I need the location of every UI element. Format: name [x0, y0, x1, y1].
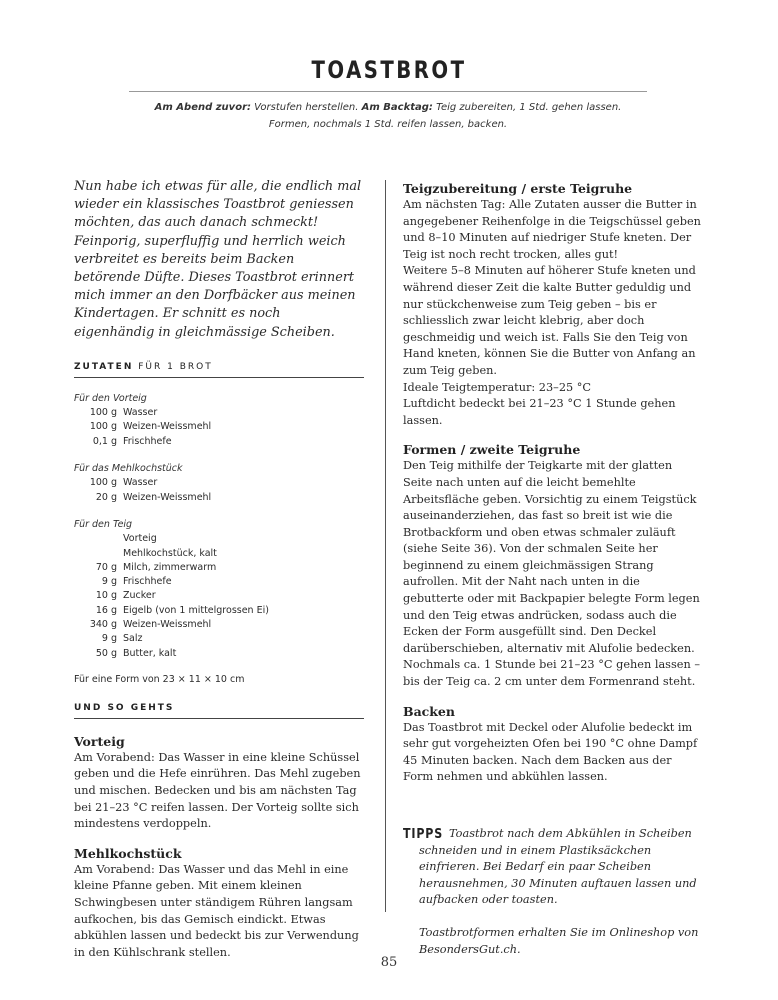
- ingredient-row: [74, 532, 364, 546]
- step-heading: Mehlkochstück: [74, 845, 182, 861]
- ingredient-row: [74, 632, 364, 646]
- step-body: Den Teig mithilfe der Teigkarte mit der glatten Seite nach unten auf die leicht bemehlte Arbeitsfläche geben. Vorsichtig zu einem Teigstück auseinanderziehen, das fast so breit ist wie die Brotbackform und oben etwas schmaler zuläuft (siehe Seite 36). Von der schmalen Seite her beginnend zu einem gleichmässigen Strang aufrollen. Mit der Naht nach unten in die gebutterte oder mit Backpapier belegte Form legen und den Teig etwas andrücken, sodass auch die Ecken der Form ausgefüllt sind. Den Deckel darüberschieben, alternativ mit Alufolie bedecken. Nochmals ca. 1 Stunde bei 21–23 °C gehen lassen – bis der Teig ca. 2 cm unter dem Formenrand steht.: [403, 459, 700, 689]
- ingredient-row: [74, 561, 364, 575]
- ingredient-name: Weizen-Weissmehl: [123, 491, 212, 503]
- step-body: Am Vorabend: Das Wasser in eine kleine Schüssel geben und die Hefe einrühren. Das Mehl zugeben und mischen. Bedecken und bis am nächsten Tag bei 21–23 °C reifen lassen. Der Vorteig sollte sich mindestens verdoppeln.: [74, 750, 361, 831]
- step-heading: Vorteig: [74, 733, 125, 749]
- tips-shop-note: Toastbrotformen erhalten Sie im Onlineshop von BesondersGut.ch.: [419, 925, 699, 956]
- steps-right: [403, 180, 701, 786]
- step-heading: Backen: [403, 703, 455, 719]
- ingredient-groups: [74, 392, 364, 661]
- ingredient-row: [74, 491, 364, 505]
- page-number: 85: [380, 955, 398, 970]
- ingredient-quantity: 100 g: [89, 477, 117, 489]
- schedule-line-1: [129, 99, 647, 116]
- ingredient-group: [74, 518, 364, 661]
- ingredient-row: [74, 420, 364, 434]
- intro-text: Nun habe ich etwas für alle, die endlich mal wieder ein klassisches Toastbrot geniessen möchten, das auch danach schmeckt! Feinporig, superfluffig und herrlich weich verbreitet es bereits beim Backen betörende Düfte. Dieses Toastbrot erinnert mich immer an den Dorfbäcker aus meinen Kindertagen. Er schnitt es noch eigenhändig in gleichmässige Scheiben.: [74, 179, 362, 340]
- ingredient-name: Milch, zimmerwarm: [123, 561, 217, 573]
- ingredient-name: Frischhefe: [123, 576, 172, 588]
- ingredient-row: [74, 435, 364, 449]
- ingredient-row: [74, 547, 364, 561]
- ingredient-quantity: 340 g: [89, 618, 117, 630]
- method-heading: [74, 703, 364, 719]
- schedule-evening-text: Vorstufen herstellen.: [251, 102, 362, 113]
- ingredient-quantity: 10 g: [95, 590, 117, 602]
- ingredients-heading-rest: FÜR 1 BROT: [133, 361, 213, 372]
- ingredient-quantity: 9 g: [101, 633, 117, 645]
- ingredient-quantity: 50 g: [95, 647, 117, 659]
- ingredient-name: Weizen-Weissmehl: [123, 421, 212, 433]
- tips-box: [403, 826, 701, 958]
- ingredient-name: Wasser: [123, 477, 158, 489]
- step-body: Am nächsten Tag: Alle Zutaten ausser die Butter in angegebener Reihenfolge in die Teigschüssel geben und 8–10 Minuten auf niedriger Stufe kneten. Der Teig ist noch recht trocken, alles gut! Weitere 5–8 Minuten auf höherer Stufe kneten und während dieser Zeit die kalte Butter geduldig und nur stückchenweise zum Teig geben – bis er schliesslich zwar leicht klebrig, aber doch geschmeidig und weich ist. Falls Sie den Teig von Hand kneten, können Sie die Butter von Anfang an zum Teig geben. Ideale Teigtemperatur: 23–25 °C Luftdicht bedeckt bei 21–23 °C 1 Stunde gehen lassen.: [403, 198, 701, 427]
- ingredient-quantity: 16 g: [95, 604, 117, 616]
- ingredient-name: Frischhefe: [123, 435, 172, 447]
- ingredient-name: Wasser: [123, 407, 158, 419]
- ingredient-quantity: 70 g: [95, 561, 117, 573]
- ingredient-row: [74, 604, 364, 618]
- page-title: TOASTBROT: [311, 56, 467, 84]
- ingredient-name: Vorteig: [123, 533, 157, 545]
- ingredient-group: [74, 392, 364, 449]
- ingredients-heading-bold: ZUTATEN: [74, 361, 134, 372]
- form-size-note: Für eine Form von 23 × 11 × 10 cm: [74, 673, 245, 685]
- ingredient-quantity: [74, 532, 123, 546]
- ingredient-row: [74, 618, 364, 632]
- ingredients-heading: [74, 362, 364, 378]
- right-column: [403, 180, 701, 958]
- ingredient-name: Eigelb (von 1 mittelgrossen Ei): [123, 604, 269, 616]
- step-heading: Teigzubereitung / erste Teigruhe: [403, 181, 633, 196]
- ingredient-group-label: Für das Mehlkochstück: [74, 463, 183, 475]
- step-body: Am Vorabend: Das Wasser und das Mehl in eine kleine Pfanne geben. Mit einem kleinen Schwingbesen unter ständigem Rühren langsam aufkochen, bis das Gemisch eindickt. Etwas abkühlen lassen und bedeckt bis zur Verwendung in den Kühlschrank stellen.: [74, 862, 359, 959]
- ingredient-name: Zucker: [123, 590, 156, 602]
- ingredient-quantity: [74, 547, 123, 561]
- ingredient-row: [74, 589, 364, 603]
- ingredient-row: [74, 476, 364, 490]
- column-divider: [385, 180, 386, 912]
- schedule-bakeday-text: Teig zubereiten, 1 Std. gehen lassen.: [432, 102, 622, 113]
- ingredient-group-label: Für den Teig: [74, 518, 133, 530]
- step-heading: Formen / zweite Teigruhe: [403, 442, 581, 458]
- ingredient-name: Butter, kalt: [123, 647, 177, 659]
- tips-label: TIPPS: [403, 827, 444, 842]
- ingredient-group: [74, 462, 364, 505]
- steps-left: [74, 733, 364, 962]
- step-body: Das Toastbrot mit Deckel oder Alufolie bedeckt im sehr gut vorgeheizten Ofen bei 190 °C ohne Dampf 45 Minuten backen. Nach dem Backen aus der Form nehmen und abkühlen lassen.: [403, 720, 698, 784]
- left-column: [74, 178, 364, 973]
- ingredient-name: Mehlkochstück, kalt: [123, 547, 217, 559]
- schedule-subtitle: [129, 99, 647, 133]
- schedule-bakeday-label: Am Backtag:: [361, 102, 433, 113]
- ingredient-quantity: 0,1 g: [92, 435, 117, 447]
- title-divider: [129, 91, 647, 92]
- ingredient-row: [74, 647, 364, 661]
- schedule-line-2: Formen, nochmals 1 Std. reifen lassen, backen.: [268, 119, 508, 130]
- ingredient-quantity: 100 g: [89, 407, 117, 419]
- ingredient-row: [74, 406, 364, 420]
- ingredient-name: Salz: [123, 633, 143, 645]
- ingredient-group-label: Für den Vorteig: [74, 392, 147, 404]
- ingredient-quantity: 20 g: [95, 491, 117, 503]
- tips-text: Toastbrot nach dem Abkühlen in Scheiben schneiden und in einem Plastiksäckchen einfrieren. Bei Bedarf ein paar Scheiben herausnehmen, 30 Minuten auftauen lassen und aufbacken oder toasten.: [419, 827, 697, 907]
- ingredient-quantity: 9 g: [101, 576, 117, 588]
- ingredient-quantity: 100 g: [89, 421, 117, 433]
- ingredient-name: Weizen-Weissmehl: [123, 618, 212, 630]
- method-heading-text: UND SO GEHTS: [74, 702, 175, 713]
- ingredient-row: [74, 575, 364, 589]
- schedule-evening-label: Am Abend zuvor:: [154, 102, 251, 113]
